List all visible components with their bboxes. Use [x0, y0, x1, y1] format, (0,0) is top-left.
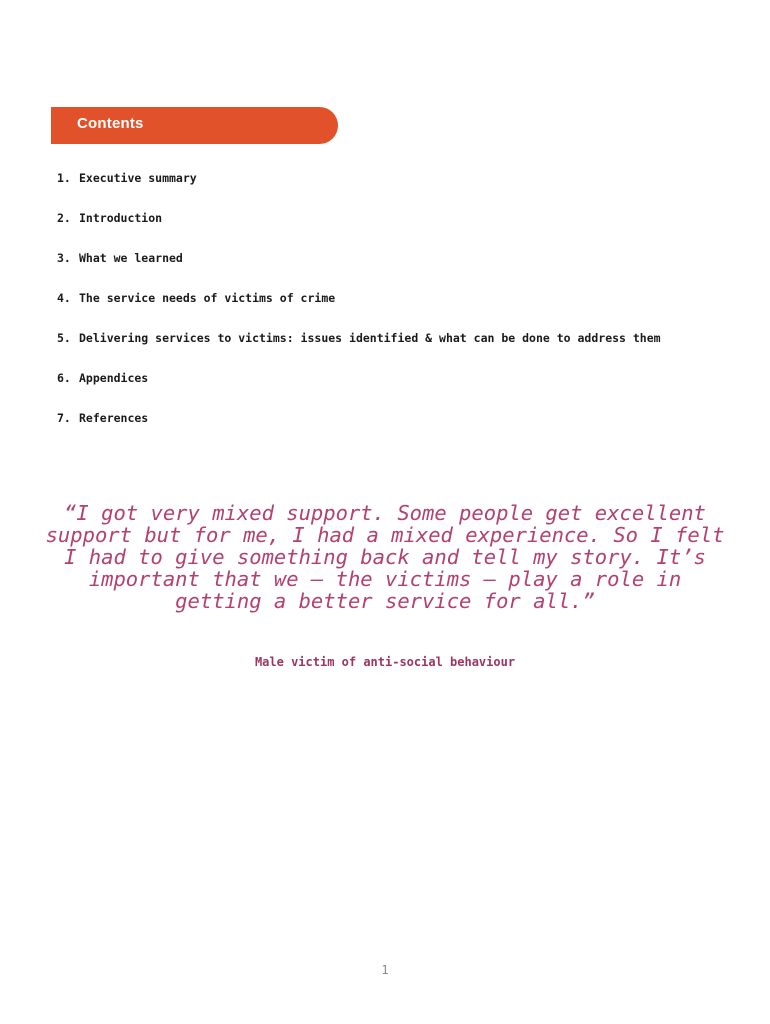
- toc-item: [57, 332, 707, 345]
- toc-item-number: 4.: [57, 291, 71, 305]
- toc-item-label: Executive summary: [79, 171, 197, 185]
- toc-item-label: Appendices: [79, 371, 149, 385]
- toc-item-number: 1.: [57, 171, 71, 185]
- toc-item: [57, 412, 707, 425]
- contents-title: Contents: [77, 115, 144, 132]
- toc-item: [57, 372, 707, 385]
- quote-attribution: Male victim of anti-social behaviour: [254, 655, 516, 669]
- toc-item: [57, 172, 707, 185]
- pull-quote: “I got very mixed support. Some people get excellent support but for me, I had a mixed experience. So I felt I had to give something back and tell my story. It’s important that we – the victims – play a role in getting a better service for all.”: [45, 501, 725, 613]
- toc-item: [57, 252, 707, 265]
- table-of-contents: [57, 172, 707, 452]
- toc-item-number: 3.: [57, 251, 71, 265]
- page-number: 1: [381, 963, 389, 977]
- toc-item-label: Introduction: [79, 211, 163, 225]
- toc-item-number: 7.: [57, 411, 71, 425]
- toc-item-label: The service needs of victims of crime: [79, 291, 336, 305]
- toc-item-number: 2.: [57, 211, 71, 225]
- toc-item-number: 5.: [57, 331, 71, 345]
- toc-item-label: Delivering services to victims: issues identified & what can be done to address them: [79, 331, 661, 345]
- toc-item-number: 6.: [57, 371, 71, 385]
- toc-item: [57, 212, 707, 225]
- toc-item-label: References: [79, 411, 149, 425]
- contents-banner: [51, 107, 338, 144]
- toc-item: [57, 292, 707, 305]
- toc-item-label: What we learned: [79, 251, 183, 265]
